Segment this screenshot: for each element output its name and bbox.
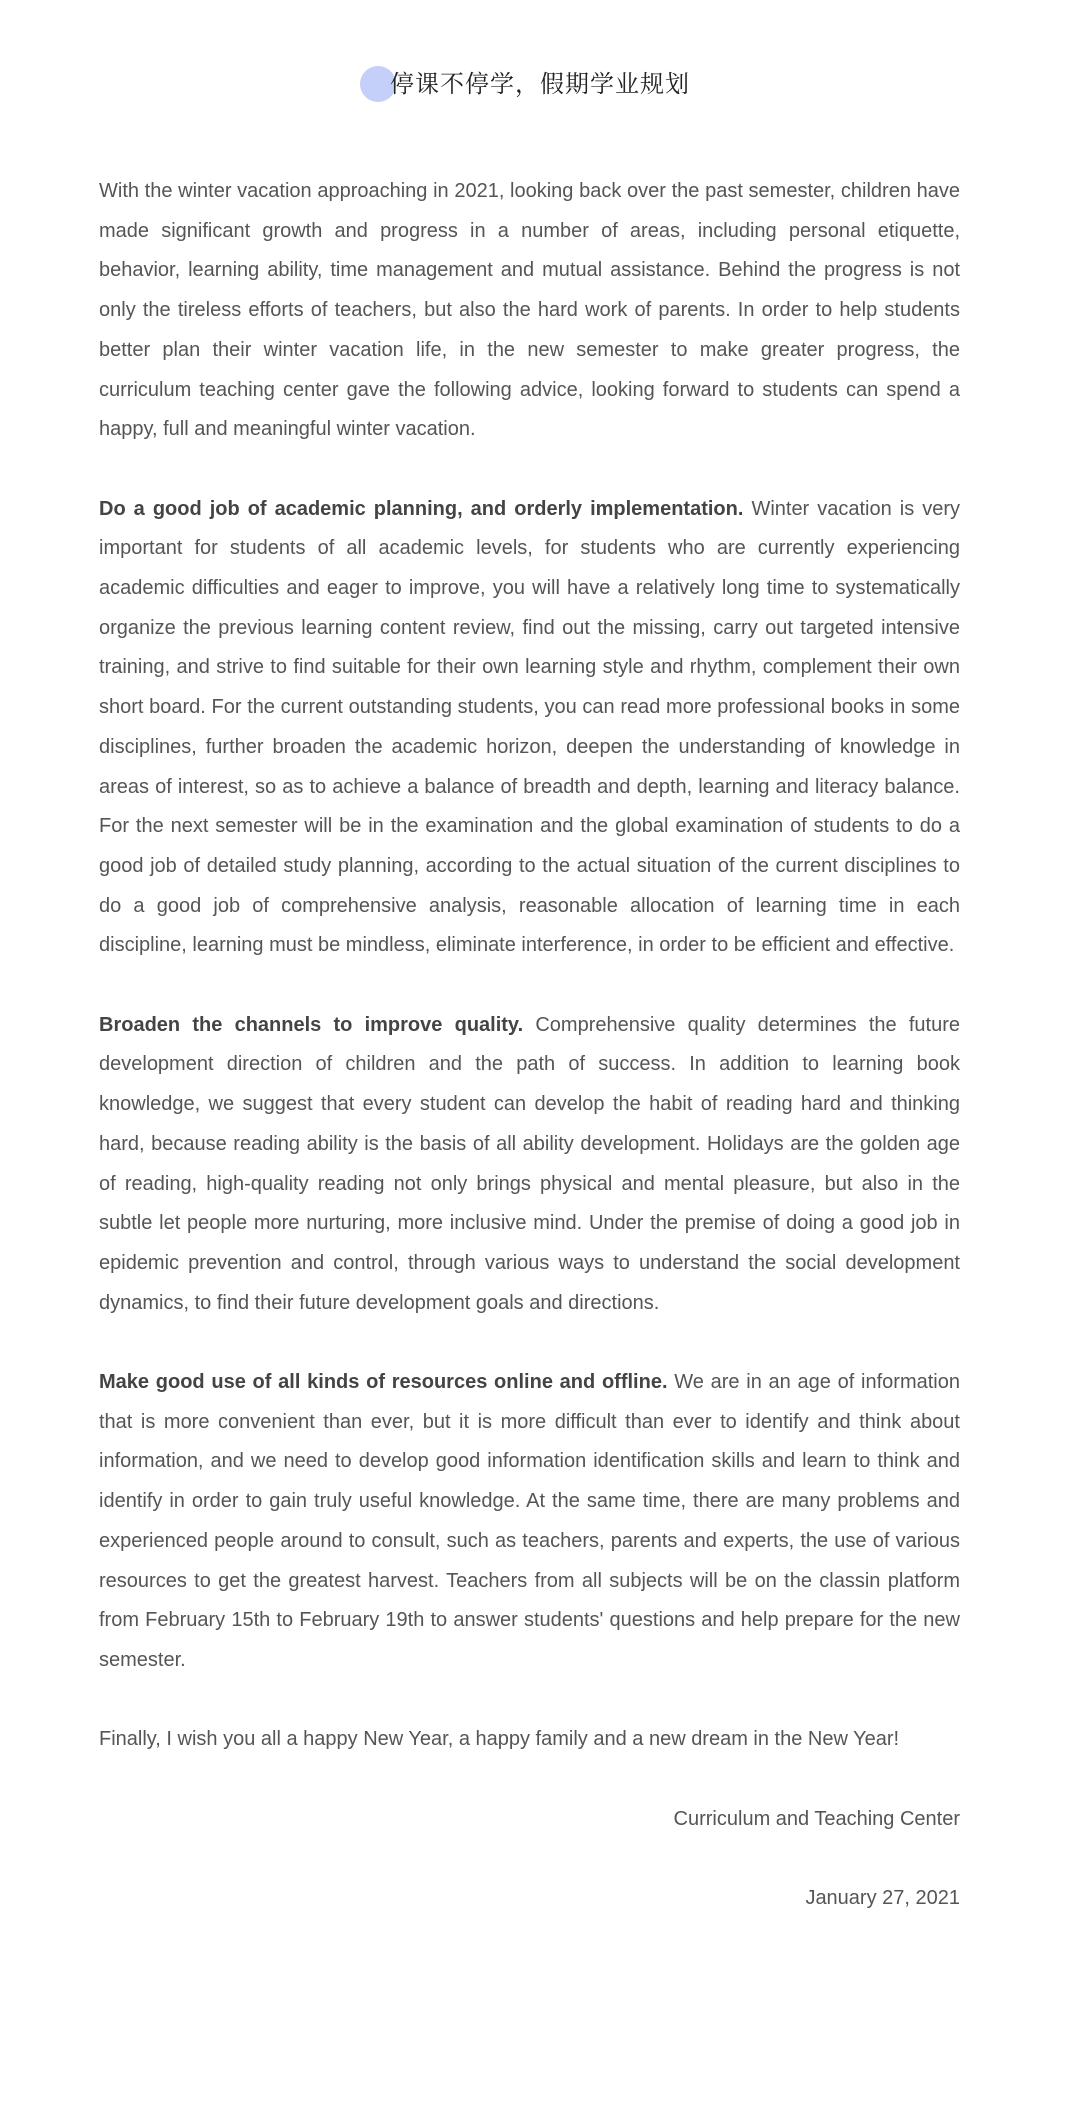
paragraph-lead: Make good use of all kinds of resources online and offline. <box>99 1371 668 1394</box>
paragraph-academic-planning <box>99 490 960 966</box>
paragraph-text: With the winter vacation approaching in 2021, looking back over the past semester, children have made significant growth and progress in a number of areas, including personal etiquette, behavior, learning ability, time management and mutual assistance. Behind the progress is not only the tireless efforts of teachers, but also the hard work of parents. In order to help students better plan their winter vacation life, in the new semester to make greater progress, the curriculum teaching center gave the following advice, looking forward to students can spend a happy, full and meaningful winter vacation. <box>99 180 960 441</box>
paragraph-lead: Broaden the channels to improve quality. <box>99 1013 524 1036</box>
paragraph-quality <box>99 1006 960 1324</box>
paragraph-closing <box>99 1720 960 1760</box>
paragraph-text: Comprehensive quality determines the future development direction of children and the path of success. In addition to learning book knowledge, we suggest that every student can develop the habit of reading hard and thinking hard, because reading ability is the basis of all ability development. Holidays are the golden age of reading, high-quality reading not only brings physical and mental pleasure, but also in the subtle let people more nurturing, more inclusive mind. Under the premise of doing a good job in epidemic prevention and control, through various ways to understand the social development dynamics, to find their future development goals and directions. <box>99 1013 961 1314</box>
paragraph-text: Winter vacation is very important for students of all academic levels, for students who are currently experiencing academic difficulties and eager to improve, you will have a relatively long time to systematically organize the previous learning content review, find out the missing, carry out targeted intensive training, and strive to find suitable for their own learning style and rhythm, complement their own short board. For the current outstanding students, you can read more professional books in some disciplines, further broaden the academic horizon, deepen the understanding of knowledge in areas of interest, so as to achieve a balance of breadth and depth, learning and literacy balance. For the next semester will be in the examination and the global examination of students to do a good job of detailed study planning, according to the actual situation of the current disciplines to do a good job of comprehensive analysis, reasonable allocation of learning time in each discipline, learning must be mindless, eliminate interference, in order to be efficient and effective. <box>99 497 960 957</box>
paragraph-lead: Do a good job of academic planning, and orderly implementation. <box>99 497 744 520</box>
paragraph-text: Finally, I wish you all a happy New Year, a happy family and a new dream in the New Year! <box>99 1728 900 1751</box>
paragraph-intro <box>99 172 960 450</box>
article-body <box>99 172 960 1959</box>
paragraph-text: We are in an age of information that is more convenient than ever, but it is more difficult than ever to identify and think about information, and we need to develop good information identification skills and learn to think and identify in order to gain truly useful knowledge. At the same time, there are many problems and experienced people around to consult, such as teachers, parents and experts, the use of various resources to get the greatest harvest. Teachers from all subjects will be on the classin platform from February 15th to February 19th to answer students' questions and help prepare for the new semester. <box>99 1371 960 1671</box>
page-title: 停课不停学，假期学业规划 <box>390 70 690 98</box>
paragraph-resources <box>99 1363 960 1681</box>
signature-date: January 27, 2021 <box>805 1887 960 1910</box>
signature-org: Curriculum and Teaching Center <box>673 1807 960 1830</box>
header <box>0 62 1080 106</box>
